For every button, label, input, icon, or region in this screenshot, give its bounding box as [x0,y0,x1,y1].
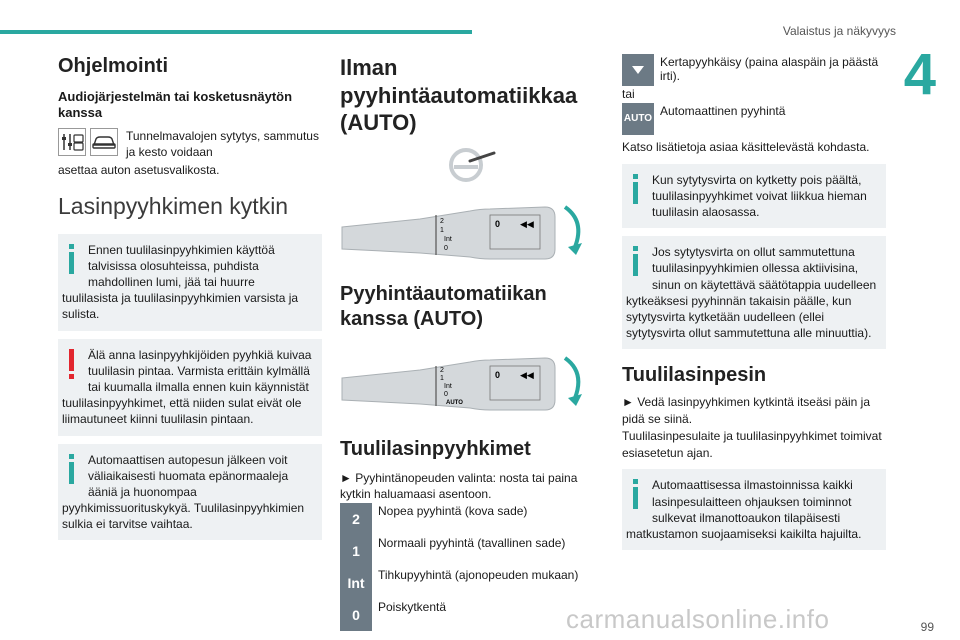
stalk-label-2: 2 [440,366,444,374]
mode-row [340,535,602,567]
car-icon [90,128,118,156]
mode-row [340,599,602,631]
mode-label: Tihkupyyhintä (ajonopeuden mukaan) [378,568,579,583]
heading-ohjelmointi: Ohjelmointi [58,55,168,77]
stalk-label-int: Int [444,382,452,390]
stalk-label-0: 0 [444,244,448,252]
ambient-light-text: Tunnelmavalojen sytytys, sammutus ja kesto voidaan [126,128,319,159]
mode-label: Poiskytkentä [378,600,447,615]
column-3 [622,54,886,558]
auto-wipe-row [622,103,886,135]
svg-text:0: 0 [495,218,501,229]
stalk-label-auto: AUTO [446,399,463,406]
stalk-label-1: 1 [440,226,444,234]
mode-label: Normaali pyyhintä (tavallinen sade) [378,536,566,551]
chapter-number: 4 [903,42,936,107]
single-wipe-row [622,54,886,86]
arrow-down-icon [622,54,654,86]
steering-wheel-icon [446,145,496,185]
wiper-stalk-illustration-2 [340,348,602,423]
info-box-reactivate: Jos sytytysvirta on ollut sammutettuna tuulilasinpyyhkimien ollessa aktiivisina, sinun on käytettävä säätötappia uudelleen kytkeäksesi pyyhinnän takaisin päälle, kun sytytysvirta kytketään uudelleen (ellei sytytysvirta ollut sammutettuna alle minuuttia). [622,236,886,349]
settings-icon-row [58,128,322,160]
svg-text:◀◀: ◀◀ [520,369,534,380]
warning-box-dry: Älä anna lasinpyyhkijöiden pyyhkiä kuivaa tuulilasin pintaa. Varmista erittäin kylmällä tai kuumalla ilmalla ennen kuin käynnistät tuulilasinpyyhkimet, että niiden sulat eivät ole liimautuneet kiinni tuulilasin pintaan. [58,339,322,436]
info-icon [62,242,82,276]
mode-tile-2: 2 [340,503,372,535]
info-icon [626,172,646,206]
heading-with-auto: Pyyhintäautomatiikan kanssa (AUTO) [340,282,547,330]
subheading-audio: Audiojärjestelmän tai kosketusnäytön kanssa [58,89,293,121]
column-2 [340,54,602,631]
svg-text:◀◀: ◀◀ [520,218,534,229]
see-more-text: Katso lisätietoja asiaa käsittelevästä kohdasta. [622,139,870,154]
heading-wiper-switch: Lasinpyyhkimen kytkin [58,192,289,219]
wiper-stalk-illustration-1 [340,197,602,272]
ambient-light-text-cont: asettaa auton asetusvalikosta. [58,162,220,177]
mode-label: Nopea pyyhintä (kova sade) [378,504,528,519]
info-box-winter: Ennen tuulilasinpyyhkimien käyttöä talvisissa olosuhteissa, puhdista mahdollinen lumi, jää tai huurre tuulilasista ja tuulilasinpyyhkimien varsista ja sulista. [58,234,322,331]
mode-tile-0: 0 [340,599,372,631]
info-icon [626,244,646,278]
info-icon [62,452,82,486]
heading-without-auto: Ilman pyyhintäautomatiikkaa (AUTO) [340,55,578,135]
info-box-aircon: Automaattisessa ilmastoinnissa kaikki lasinpesulaitteen ohjauksen toiminnot sulkevat ilmanottoaukon tilapäisesti matkustamon suojaamiseksi kaikilta hajuilta. [622,469,886,550]
mode-list [340,503,602,631]
washer-step-2: Tuulilasinpesulaite ja tuulilasinpyyhkimet toimivat esiasetetun ajan. [622,428,882,460]
stalk-label-1: 1 [440,374,444,382]
stalk-label-2: 2 [440,217,444,225]
settings-sliders-icon [58,128,86,156]
auto-wipe-text: Automaattinen pyyhintä [660,103,786,118]
mode-row [340,503,602,535]
single-wipe-text: Kertapyyhkäisy (paina alaspäin ja päästä irti). [660,55,879,83]
mode-tile-int: Int [340,567,372,599]
header-accent-bar [0,30,472,34]
or-text: tai [622,87,635,101]
stalk-label-0: 0 [444,390,448,398]
section-title: Valaistus ja näkyvyys [782,24,896,38]
mode-tile-1: 1 [340,535,372,567]
heading-wipers: Tuulilasinpyyhkimet [340,437,531,460]
watermark: carmanualsonline.info [566,604,830,634]
info-box-ignition-off: Kun sytytysvirta on kytketty pois päältä, tuulilasinpyyhkimet voivat liikkua hieman tuulilasin alaosassa. [622,164,886,229]
info-box-carwash: Automaattisen autopesun jälkeen voit väliaikaisesti huomata epänormaaleja ääniä ja huonompaa pyyhkimissuorituskykyä. Tuulilasinpyyhkimien sulkia ei tarvitse vaihtaa. [58,444,322,541]
heading-washer: Tuulilasinpesin [622,364,767,387]
mode-row [340,567,602,599]
info-icon [626,477,646,511]
wiper-intro: ► Pyyhintänopeuden valinta: nosta tai paina kytkin haluamaasi asentoon. [340,470,578,502]
washer-step: ► Vedä lasinpyyhkimen kytkintä itseäsi päin ja pidä se siinä. [622,395,871,427]
auto-tile-icon: AUTO [622,103,654,135]
page-number: 99 [920,620,934,634]
warning-icon [62,347,82,381]
svg-text:0: 0 [495,369,501,380]
column-1 [58,54,322,548]
stalk-label-int: Int [444,235,452,243]
